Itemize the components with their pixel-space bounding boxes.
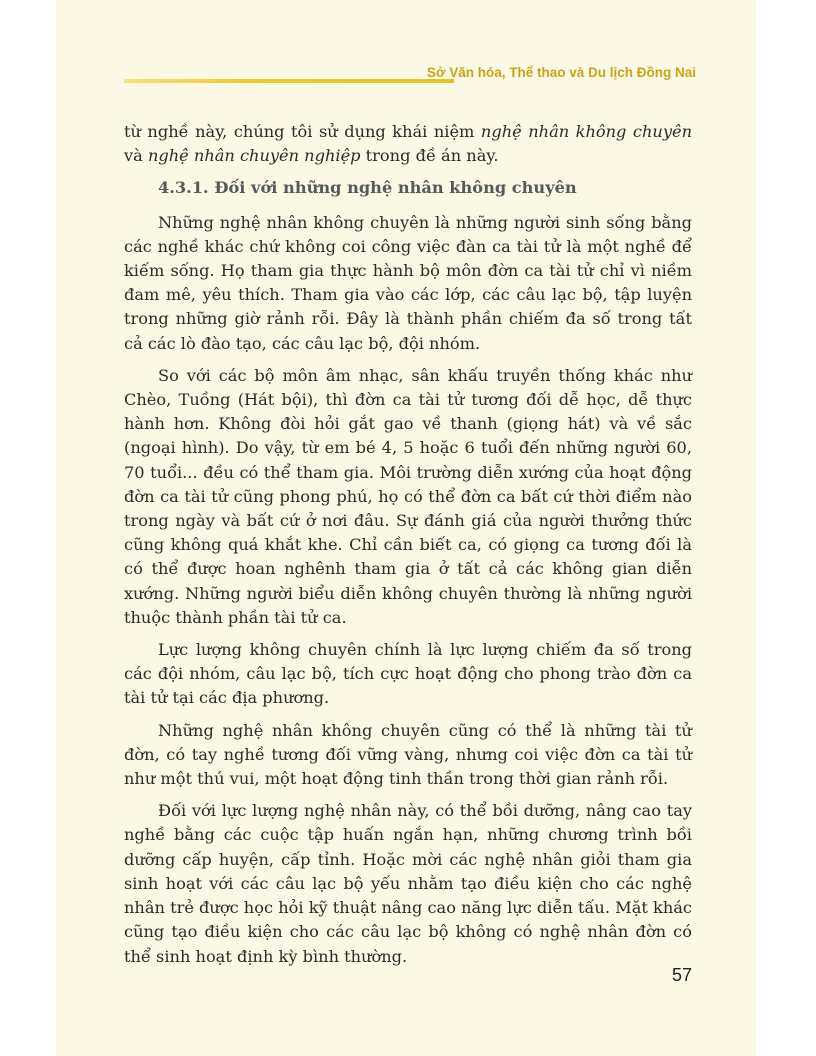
paragraph-2: So với các bộ môn âm nhạc, sân khấu truyền thống khác như Chèo, Tuồng (Hát bội), thì đờn ca tài tử tương đối dễ học, dễ thực hành hơn. Không đòi hỏi gắt gao về thanh (giọng hát) và về sắc (ngoại hình). Do vậy, từ em bé 4, 5 hoặc 6 tuổi đến những người 60, 70 tuổi... đều có thể tham gia. Môi trường diễn xướng của hoạt động đờn ca tài tử cũng phong phú, họ có thể đờn ca bất cứ thời điểm nào trong ngày và bất cứ ở nơi đâu. Sự đánh giá của người thưởng thức cũng không quá khắt khe. Chỉ cần biết ca, có giọng ca tương đối là có thể được hoan nghênh tham gia ở tất cả các không gian diễn xướng. Những người biểu diễn không chuyên thường là những người thuộc thành phần tài tử ca.	[124, 365, 692, 627]
paragraph-1: Những nghệ nhân không chuyên là những người sinh sống bằng các nghề khác chứ không coi công việc đàn ca tài tử là một nghề để kiếm sống. Họ tham gia thực hành bộ môn đờn ca tài tử chỉ vì niềm đam mê, yêu thích. Tham gia vào các lớp, các câu lạc bộ, tập luyện trong những giờ rảnh rỗi. Đây là thành phần chiếm đa số trong tất cả các lò đào tạo, các câu lạc bộ, đội nhóm.	[124, 212, 692, 353]
body-text	[124, 120, 692, 977]
paragraph-5: Đối với lực lượng nghệ nhân này, có thể bồi dưỡng, nâng cao tay nghề bằng các cuộc tập huấn ngắn hạn, những chương trình bồi dưỡng cấp huyện, cấp tỉnh. Hoặc mời các nghệ nhân giỏi tham gia sinh hoạt với các câu lạc bộ yếu nhằm tạo điều kiện cho các nghệ nhân trẻ được học hỏi kỹ thuật nâng cao năng lực diễn tấu. Mặt khác cũng tạo điều kiện cho các câu lạc bộ không có nghệ nhân đờn có thể sinh hoạt định kỳ bình thường.	[124, 801, 692, 966]
section-heading: 4.3.1. Đối với những nghệ nhân không chuyên	[158, 178, 577, 198]
intro-text-3: trong đề án này.	[360, 146, 499, 166]
intro-text-1: từ nghề này, chúng tôi sử dụng khái niệm	[124, 122, 481, 141]
header-rule	[124, 79, 454, 83]
intro-term-1: nghệ nhân không chuyên	[480, 122, 692, 141]
running-header: Sở Văn hóa, Thể thao và Du lịch Đồng Nai	[426, 65, 696, 80]
intro-term-2: nghệ nhân chuyên nghiệp	[147, 146, 361, 166]
paragraph-4: Những nghệ nhân không chuyên cũng có thể là những tài tử đờn, có tay nghề tương đối vững vàng, nhưng coi việc đờn ca tài tử như một thú vui, một hoạt động tinh thần trong thời gian rảnh rỗi.	[124, 720, 692, 789]
intro-text-2: và	[124, 146, 148, 166]
paragraph-3: Lực lượng không chuyên chính là lực lượng chiếm đa số trong các đội nhóm, câu lạc bộ, tích cực hoạt động cho phong trào đờn ca tài tử tại các địa phương.	[124, 640, 692, 708]
intro-paragraph	[124, 120, 692, 168]
page-number: 57	[671, 965, 692, 985]
